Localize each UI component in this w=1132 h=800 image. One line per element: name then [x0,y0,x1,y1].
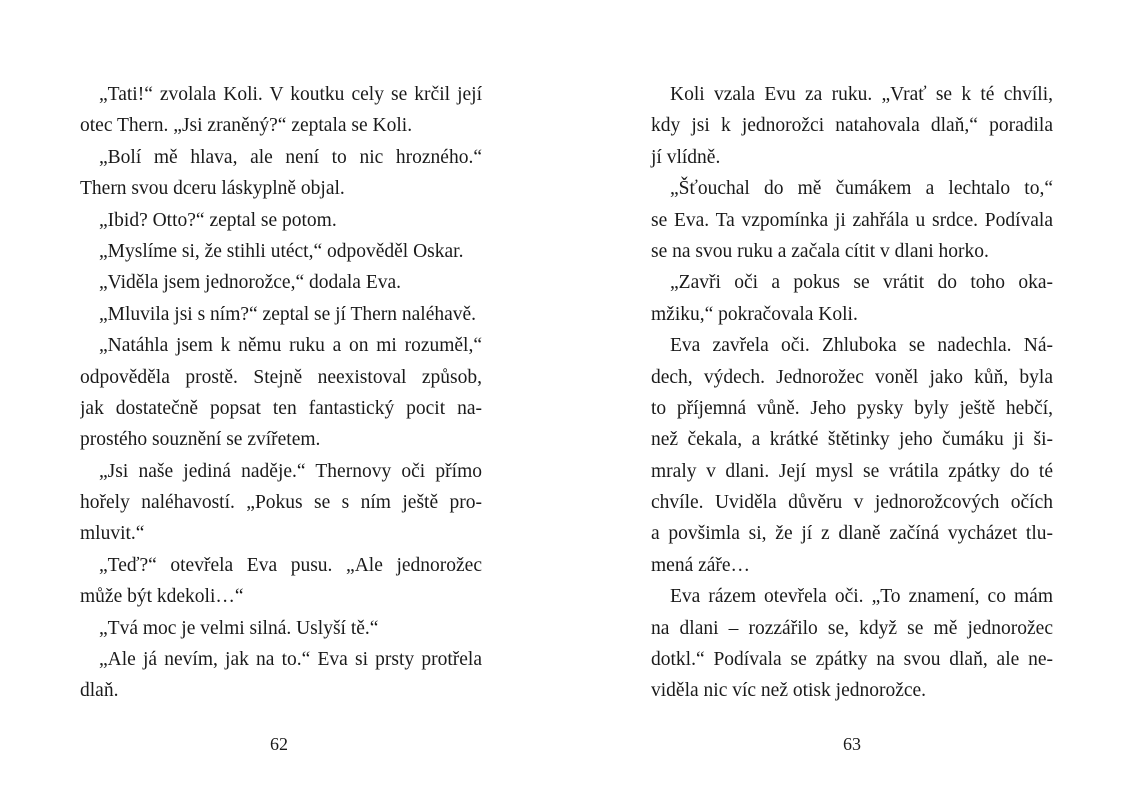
text-line: mraly v dlani. Její mysl se vrátila zpátky do té [651,460,1053,482]
text-line: „Myslíme si, že stihli utéct,“ odpověděl Oskar. [99,240,464,262]
text-line: „Mluvila jsi s ním?“ zeptal se jí Thern naléhavě. [99,303,477,325]
text-line: Koli vzala Evu za ruku. „Vrať se k té chvíli, [670,84,1053,105]
text-line: hořely naléhavostí. „Pokus se s ním ještě pro- [80,492,482,514]
text-line: „Tvá moc je velmi silná. Uslyší tě.“ [99,617,379,639]
text-line: a povšimla si, že jí z dlaně začíná vycházet tlu- [651,523,1053,545]
text-line: Eva rázem otevřela oči. „To znamení, co mám [670,586,1053,608]
right-page-text [651,79,1053,707]
text-line: „Teď?“ otevřela Eva pusu. „Ale jednorožec [99,554,482,576]
text-line: mžiku,“ pokračovala Koli. [651,303,858,325]
text-line: „Šťouchal do mě čumákem a lechtalo to,“ [670,178,1053,200]
text-line: prostého souznění se zvířetem. [80,429,321,451]
text-line: na dlani – rozzářilo se, když se mě jednorožec [651,617,1053,639]
text-line: „Tati!“ zvolala Koli. V koutku cely se krčil její [99,84,482,105]
text-line: viděla nic víc než otisk jednorožce. [651,680,927,702]
text-line: „Jsi naše jediná naděje.“ Thernovy oči přímo [99,460,482,482]
page-number-right: 63 [843,734,861,754]
text-line: se na svou ruku a začala cítit v dlani horko. [651,240,989,262]
left-page-text [80,79,482,707]
text-line: mluvit.“ [80,523,145,545]
text-line: může být kdekoli…“ [80,586,244,608]
text-line: dech, výdech. Jednorožec voněl jako kůň, byla [651,366,1053,388]
text-line: „Bolí mě hlava, ale není to nic hrozného.“ [99,146,482,168]
text-line: „Viděla jsem jednorožce,“ dodala Eva. [99,272,402,294]
text-line: mená záře… [651,554,751,576]
text-line: odpověděla prostě. Stejně neexistoval způsob, [80,366,482,388]
text-line: chvíle. Uviděla důvěru v jednorožcových očích [651,492,1053,514]
text-line: jak dostatečně popsat ten fantastický pocit na- [80,397,482,419]
text-line: Eva zavřela oči. Zhluboka se nadechla. Ná- [670,335,1053,357]
text-line: dlaň. [80,680,119,702]
text-line: Thern svou dceru láskyplně objal. [80,178,345,200]
text-line: dotkl.“ Podívala se zpátky na svou dlaň, ale ne- [651,649,1053,671]
text-line: „Ibid? Otto?“ zeptal se potom. [99,209,337,231]
text-line: „Natáhla jsem k němu ruku a on mi rozuměl,“ [99,335,482,357]
text-line: jí vlídně. [651,146,721,168]
text-line: otec Thern. „Jsi zraněný?“ zeptala se Koli. [80,115,413,137]
text-line: než čekala, a krátké štětinky jeho čumáku ji ši- [651,429,1053,451]
text-line: kdy jsi k jednorožci natahovala dlaň,“ poradila [651,115,1053,137]
text-line: „Zavři oči a pokus se vrátit do toho oka- [670,272,1053,294]
text-line: se Eva. Ta vzpomínka ji zahřála u srdce. Podívala [651,209,1053,231]
text-line: to příjemná vůně. Jeho pysky byly ještě hebčí, [651,397,1053,419]
text-line: „Ale já nevím, jak na to.“ Eva si prsty protřela [99,649,482,671]
page-number-left: 62 [270,734,288,754]
